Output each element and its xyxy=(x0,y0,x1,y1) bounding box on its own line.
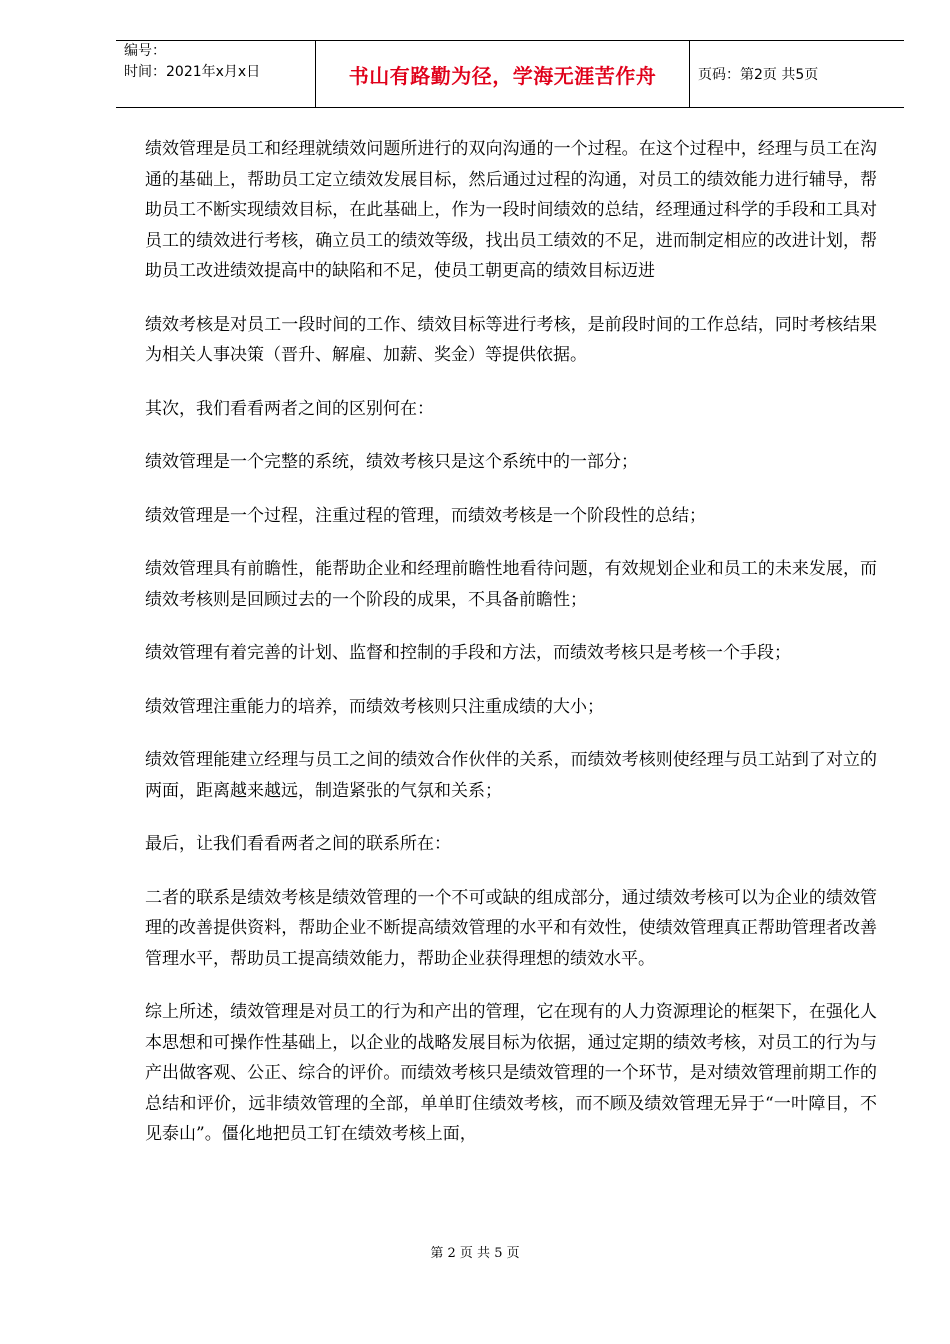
paragraph: 绩效管理是一个过程，注重过程的管理，而绩效考核是一个阶段性的总结； xyxy=(145,505,706,526)
paragraph: 最后，让我们看看两者之间的联系所在： xyxy=(145,834,451,854)
paragraph: 绩效管理是员工和经理就绩效问题所进行的双向沟通的一个过程。在这个过程中，经理与员工在沟通的基础上，帮助员工定立绩效发展目标，然后通过过程的沟通，对员工的绩效能力进行辅导，帮助员工不断实现绩效目标，在此基础上，作为一段时间绩效的总结，经理通过科学的手段和工具对员工的绩效进行考核，确立员工的绩效等级，找出员工绩效的不足，进而制定相应的改进计划，帮助员工改进绩效提高中的缺陷和不足，使员工朝更高的绩效目标迈进 xyxy=(145,139,877,281)
header-page-cell xyxy=(690,41,904,107)
page-header xyxy=(116,40,904,108)
page-footer: 第 2 页 共 5 页 xyxy=(430,1246,520,1261)
paragraph: 绩效管理具有前瞻性，能帮助企业和经理前瞻性地看待问题，有效规划企业和员工的未来发展，而绩效考核则是回顾过去的一个阶段的成果，不具备前瞻性； xyxy=(145,559,877,610)
body-content xyxy=(145,134,877,1173)
paragraph: 绩效管理是一个完整的系统，绩效考核只是这个系统中的一部分； xyxy=(145,452,638,472)
header-motto: 书山有路勤为径，学海无涯苦作舟 xyxy=(348,64,657,88)
paragraph: 绩效管理能建立经理与员工之间的绩效合作伙伴的关系，而绩效考核则使经理与员工站到了对立的两面，距离越来越远，制造紧张的气氛和关系； xyxy=(145,750,877,801)
paragraph: 二者的联系是绩效考核是绩效管理的一个不可或缺的组成部分，通过绩效考核可以为企业的绩效管理的改善提供资料，帮助企业不断提高绩效管理的水平和有效性，使绩效管理真正帮助管理者改善管理水平，帮助员工提高绩效能力，帮助企业获得理想的绩效水平。 xyxy=(145,887,877,969)
paragraph: 绩效考核是对员工一段时间的工作、绩效目标等进行考核，是前段时间的工作总结，同时考核结果为相关人事决策（晋升、解雇、加薪、奖金）等提供依据。 xyxy=(145,314,877,365)
header-page-number: 页码：第2页 共5页 xyxy=(698,67,819,83)
document-number-label: 编号： xyxy=(124,43,166,59)
paragraph: 综上所述，绩效管理是对员工的行为和产出的管理，它在现有的人力资源理论的框架下，在强化人本思想和可操作性基础上，以企业的战略发展目标为依据，通过定期的绩效考核，对员工的行为与产出做客观、公正、综合的评价。而绩效考核只是绩效管理的一个环节，是对绩效管理前期工作的总结和评价，远非绩效管理的全部，单单盯住绩效考核，而不顾及绩效管理无异于“一叶障目，不见泰山”。僵化地把员工钉在绩效考核上面， xyxy=(145,1002,877,1144)
header-meta-cell xyxy=(116,41,316,107)
document-time-label: 时间：2021年x月x日 xyxy=(124,64,261,80)
paragraph: 其次，我们看看两者之间的区别何在： xyxy=(145,398,434,419)
paragraph: 绩效管理注重能力的培养，而绩效考核则只注重成绩的大小； xyxy=(145,696,604,717)
header-motto-cell xyxy=(316,41,690,107)
paragraph: 绩效管理有着完善的计划、监督和控制的手段和方法，而绩效考核只是考核一个手段； xyxy=(145,643,791,663)
